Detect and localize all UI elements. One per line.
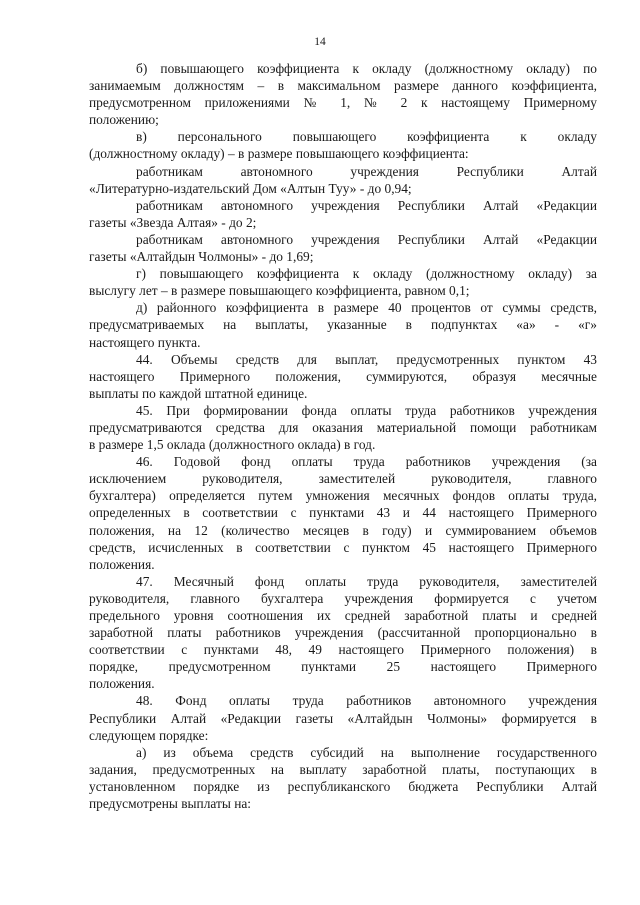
text-line: установленном порядке из республиканского бюджета Республики Алтай [89, 778, 597, 794]
text-line: предусмотренном приложениями № 1, № 2 к настоящему Примерному [89, 95, 597, 111]
paragraph-p46 [89, 453, 597, 573]
text-line: (должностному окладу) – в размере повышающего коэффициента: [89, 146, 469, 162]
text-line: положению; [89, 112, 159, 128]
text-line: предусмотрены выплаты на: [89, 796, 252, 812]
text-line: д) районного коэффициента в размере 40 процентов от суммы средств, [136, 300, 597, 316]
paragraph-g [89, 265, 597, 299]
paragraph-p48 [89, 692, 597, 743]
text-line: положения. [89, 556, 155, 572]
paragraph-p48a [89, 744, 597, 812]
paragraph-v [89, 128, 597, 162]
text-line: положения. [89, 676, 155, 692]
text-line: г) повышающего коэффициента к окладу (должностному окладу) за [136, 266, 597, 282]
text-line: положения, на 12 (количество месяцев в году) и суммированием объемов [89, 522, 597, 538]
text-line: 47. Месячный фонд оплаты труда руководителя, заместителей [136, 573, 597, 589]
text-line: газеты «Алтайдын Чолмоны» - до 1,69; [89, 249, 314, 265]
text-line: в размере 1,5 оклада (должностного оклада) в год. [89, 437, 376, 453]
paragraph-v2 [89, 197, 597, 231]
text-line: бухгалтера) определяется путем умножения месячных фондов оплаты труда, [89, 488, 597, 504]
text-line: соответствии с пунктами 48, 49 настоящего Примерного положения) в [89, 642, 597, 658]
text-line: газеты «Звезда Алтая» - до 2; [89, 214, 257, 230]
text-line: заработной платы работников учреждения (рассчитанной пропорционально в [89, 625, 597, 641]
text-line: 44. Объемы средств для выплат, предусмотренных пунктом 43 [136, 351, 597, 367]
text-line: предусматриваемых на выплаты, указанные в подпунктах «а» - «г» [89, 317, 597, 333]
text-line: выплаты по каждой штатной единице. [89, 385, 308, 401]
text-line: порядке, предусмотренном пунктами 25 настоящего Примерного [89, 659, 597, 675]
text-line: предельного уровня соотношения их средней заработной платы и средней [89, 608, 597, 623]
text-line: руководителя, главного бухгалтера учреждения формируется с учетом [89, 590, 597, 606]
text-line: выслугу лет – в размере повышающего коэффициента, равном 0,1; [89, 283, 470, 299]
text-line: работникам автономного учреждения Республики Алтай «Редакции [136, 197, 597, 213]
text-line: средств, исчисленных в соответствии с пунктом 45 настоящего Примерного [89, 539, 597, 555]
text-line: настоящего пункта. [89, 334, 201, 350]
text-line: 46. Годовой фонд оплаты труда работников учреждения (за [136, 454, 597, 470]
text-line: занимаемым должностям – в максимальном размере данного коэффициента, [89, 78, 597, 94]
paragraph-v3 [89, 231, 597, 265]
paragraph-p45 [89, 402, 597, 453]
text-line: 45. При формировании фонда оплаты труда работников учреждения [136, 402, 597, 418]
paragraph-d [89, 299, 597, 350]
document-body [89, 60, 597, 812]
text-line: исключением руководителя, заместителей руководителя, главного [89, 471, 597, 487]
text-line: следующем порядке: [89, 727, 209, 743]
paragraph-p44 [89, 351, 597, 402]
page-number: 14 [314, 36, 326, 48]
paragraph-p47 [89, 573, 597, 693]
text-line: «Литературно-издательский Дом «Алтын Туу» - до 0,94; [89, 180, 412, 196]
text-line: работникам автономного учреждения Республики Алтай [136, 163, 597, 179]
paragraph-b [89, 60, 597, 128]
text-line: предусматриваются средства для оказания материальной помощи работникам [89, 419, 597, 435]
text-line: а) из объема средств субсидий на выполнение государственного [136, 744, 597, 760]
text-line: 48. Фонд оплаты труда работников автономного учреждения [136, 693, 597, 709]
text-line: определенных в соответствии с пунктами 43 и 44 настоящего Примерного [89, 505, 597, 521]
text-line: б) повышающего коэффициента к окладу (должностному окладу) по [136, 61, 597, 76]
text-line: работникам автономного учреждения Республики Алтай «Редакции [136, 231, 597, 247]
text-line: задания, предусмотренных на выплату заработной платы, поступающих в [89, 761, 597, 777]
text-line: настоящего Примерного положения, суммируются, образуя месячные [89, 368, 597, 384]
text-line: Республики Алтай «Редакции газеты «Алтайдын Чолмоны» формируется в [89, 710, 597, 726]
text-line: в) персонального повышающего коэффициента к окладу [136, 129, 597, 145]
paragraph-v1 [89, 163, 597, 197]
